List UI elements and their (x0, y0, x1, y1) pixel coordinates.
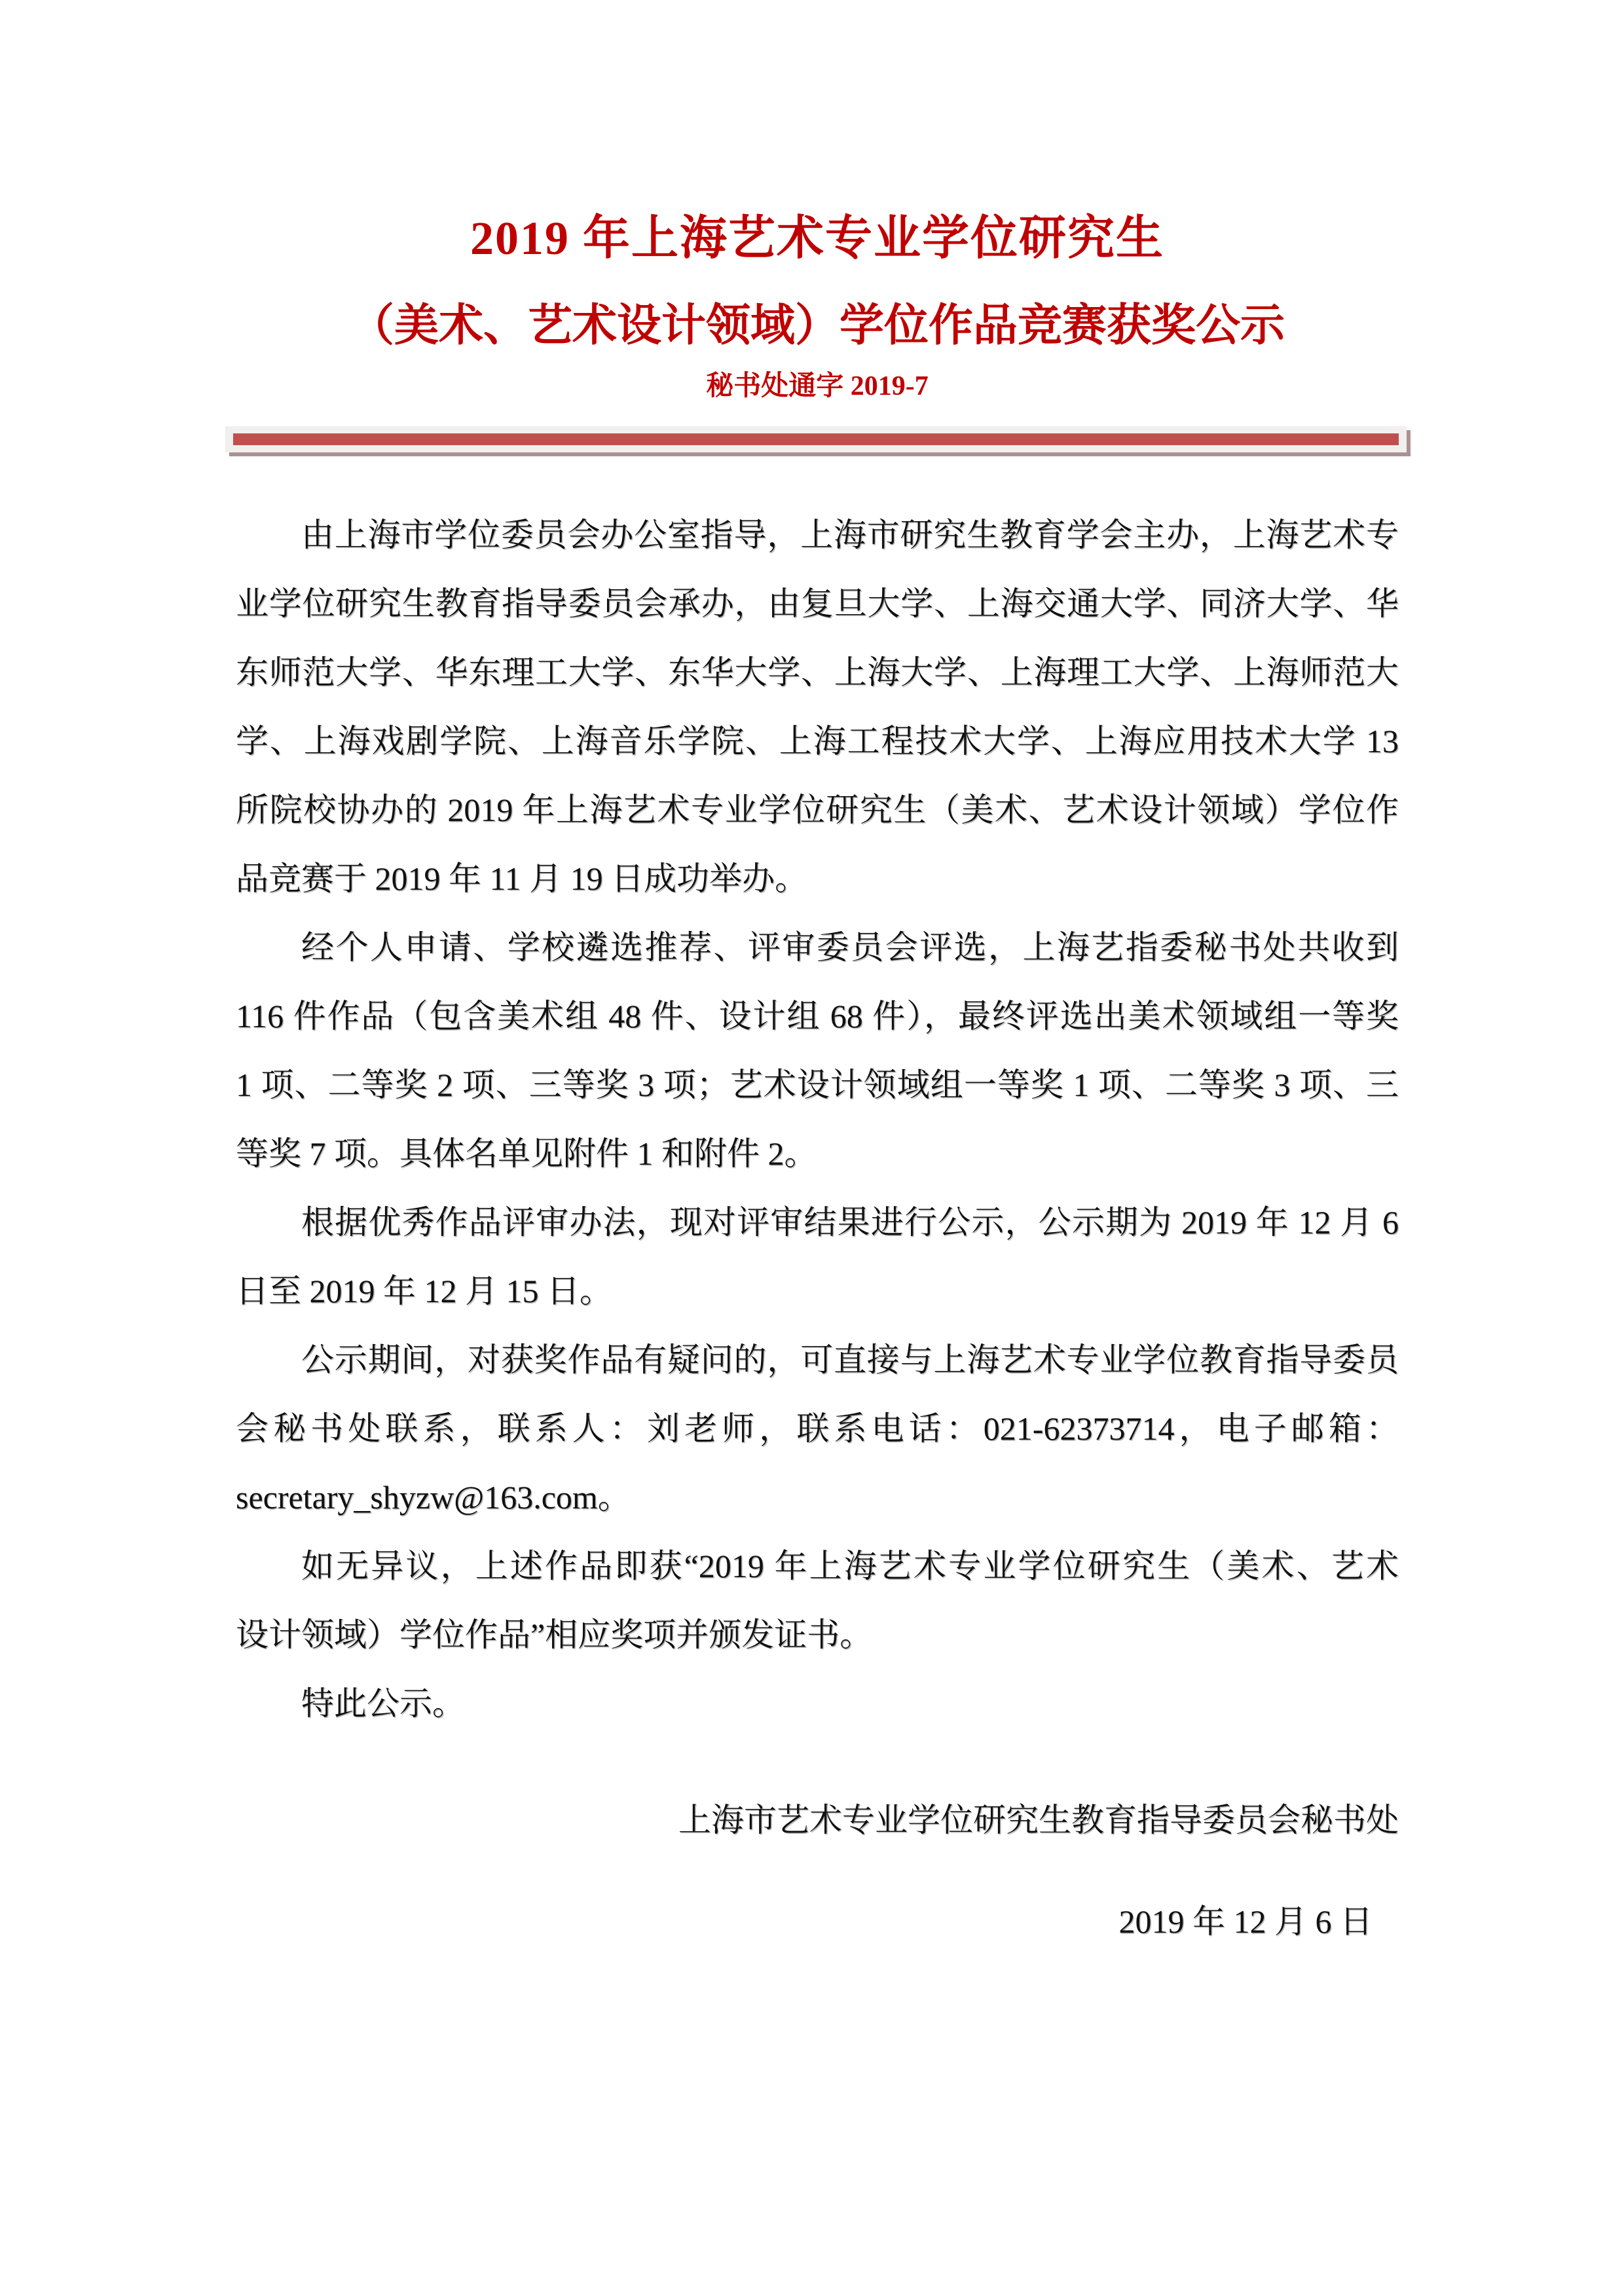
text-line: 由上海市学位委员会办公室指导，上海市研究生教育学会主办，上海艺术专 (301, 517, 1399, 553)
date-line: 2019 年 12 月 6 日 (1118, 1903, 1373, 1940)
text-line: secretary_shyzw@163.com。 (236, 1479, 631, 1516)
text-line: 学、上海戏剧学院、上海音乐学院、上海工程技术大学、上海应用技术大学 13 (236, 723, 1399, 759)
text-line: 等奖 7 项。具体名单见附件 1 和附件 2。 (236, 1135, 817, 1172)
paragraph-3 (236, 1188, 1399, 1326)
body-paragraphs (236, 501, 1399, 1738)
text-line: 根据优秀作品评审办法，现对评审结果进行公示，公示期为 2019 年 12 月 6 (301, 1204, 1399, 1241)
text-line: 特此公示。 (301, 1685, 465, 1722)
text-line: 1 项、二等奖 2 项、三等奖 3 项；艺术设计领域组一等奖 1 项、二等奖 3 项、三 (236, 1066, 1399, 1103)
text-line: 会秘书处联系，联系人：刘老师，联系电话：021-62373714，电子邮箱： (236, 1410, 1399, 1447)
text-line: 116 件作品（包含美术组 48 件、设计组 68 件），最终评选出美术领域组一等奖 (236, 998, 1399, 1034)
document-number: 秘书处通字 2019-7 (706, 371, 929, 401)
text-line: 公示期间，对获奖作品有疑问的，可直接与上海艺术专业学位教育指导委员 (301, 1341, 1399, 1378)
document-content (236, 214, 1399, 1956)
paragraph-2 (236, 913, 1399, 1188)
text-line: 品竞赛于 2019 年 11 月 19 日成功举办。 (236, 860, 808, 897)
paragraph-4 (236, 1326, 1399, 1532)
text-line: 东师范大学、华东理工大学、东华大学、上海大学、上海理工大学、上海师范大 (236, 654, 1399, 691)
text-line: 设计领域）学位作品”相应奖项并颁发证书。 (236, 1616, 873, 1653)
paragraph-1 (236, 501, 1399, 913)
paragraph-6 (236, 1669, 1399, 1738)
document-title-line1: 2019 年上海艺术专业学位研究生 (470, 212, 1164, 264)
text-line: 日至 2019 年 12 月 15 日。 (236, 1273, 612, 1309)
text-line: 经个人申请、学校遴选推荐、评审委员会评选，上海艺指委秘书处共收到 (301, 929, 1399, 966)
text-line: 如无异议，上述作品即获“2019 年上海艺术专业学位研究生（美术、艺术 (301, 1548, 1399, 1584)
horizontal-rule (225, 426, 1407, 452)
horizontal-rule-bar (233, 433, 1399, 445)
text-line: 所院校协办的 2019 年上海艺术专业学位研究生（美术、艺术设计领域）学位作 (236, 792, 1399, 828)
signature-line: 上海市艺术专业学位研究生教育指导委员会秘书处 (678, 1802, 1399, 1838)
paragraph-5 (236, 1532, 1399, 1669)
document-title-line2: （美术、艺术设计领域）学位作品竞赛获奖公示 (349, 301, 1285, 350)
text-line: 业学位研究生教育指导委员会承办，由复旦大学、上海交通大学、同济大学、华 (236, 585, 1399, 622)
